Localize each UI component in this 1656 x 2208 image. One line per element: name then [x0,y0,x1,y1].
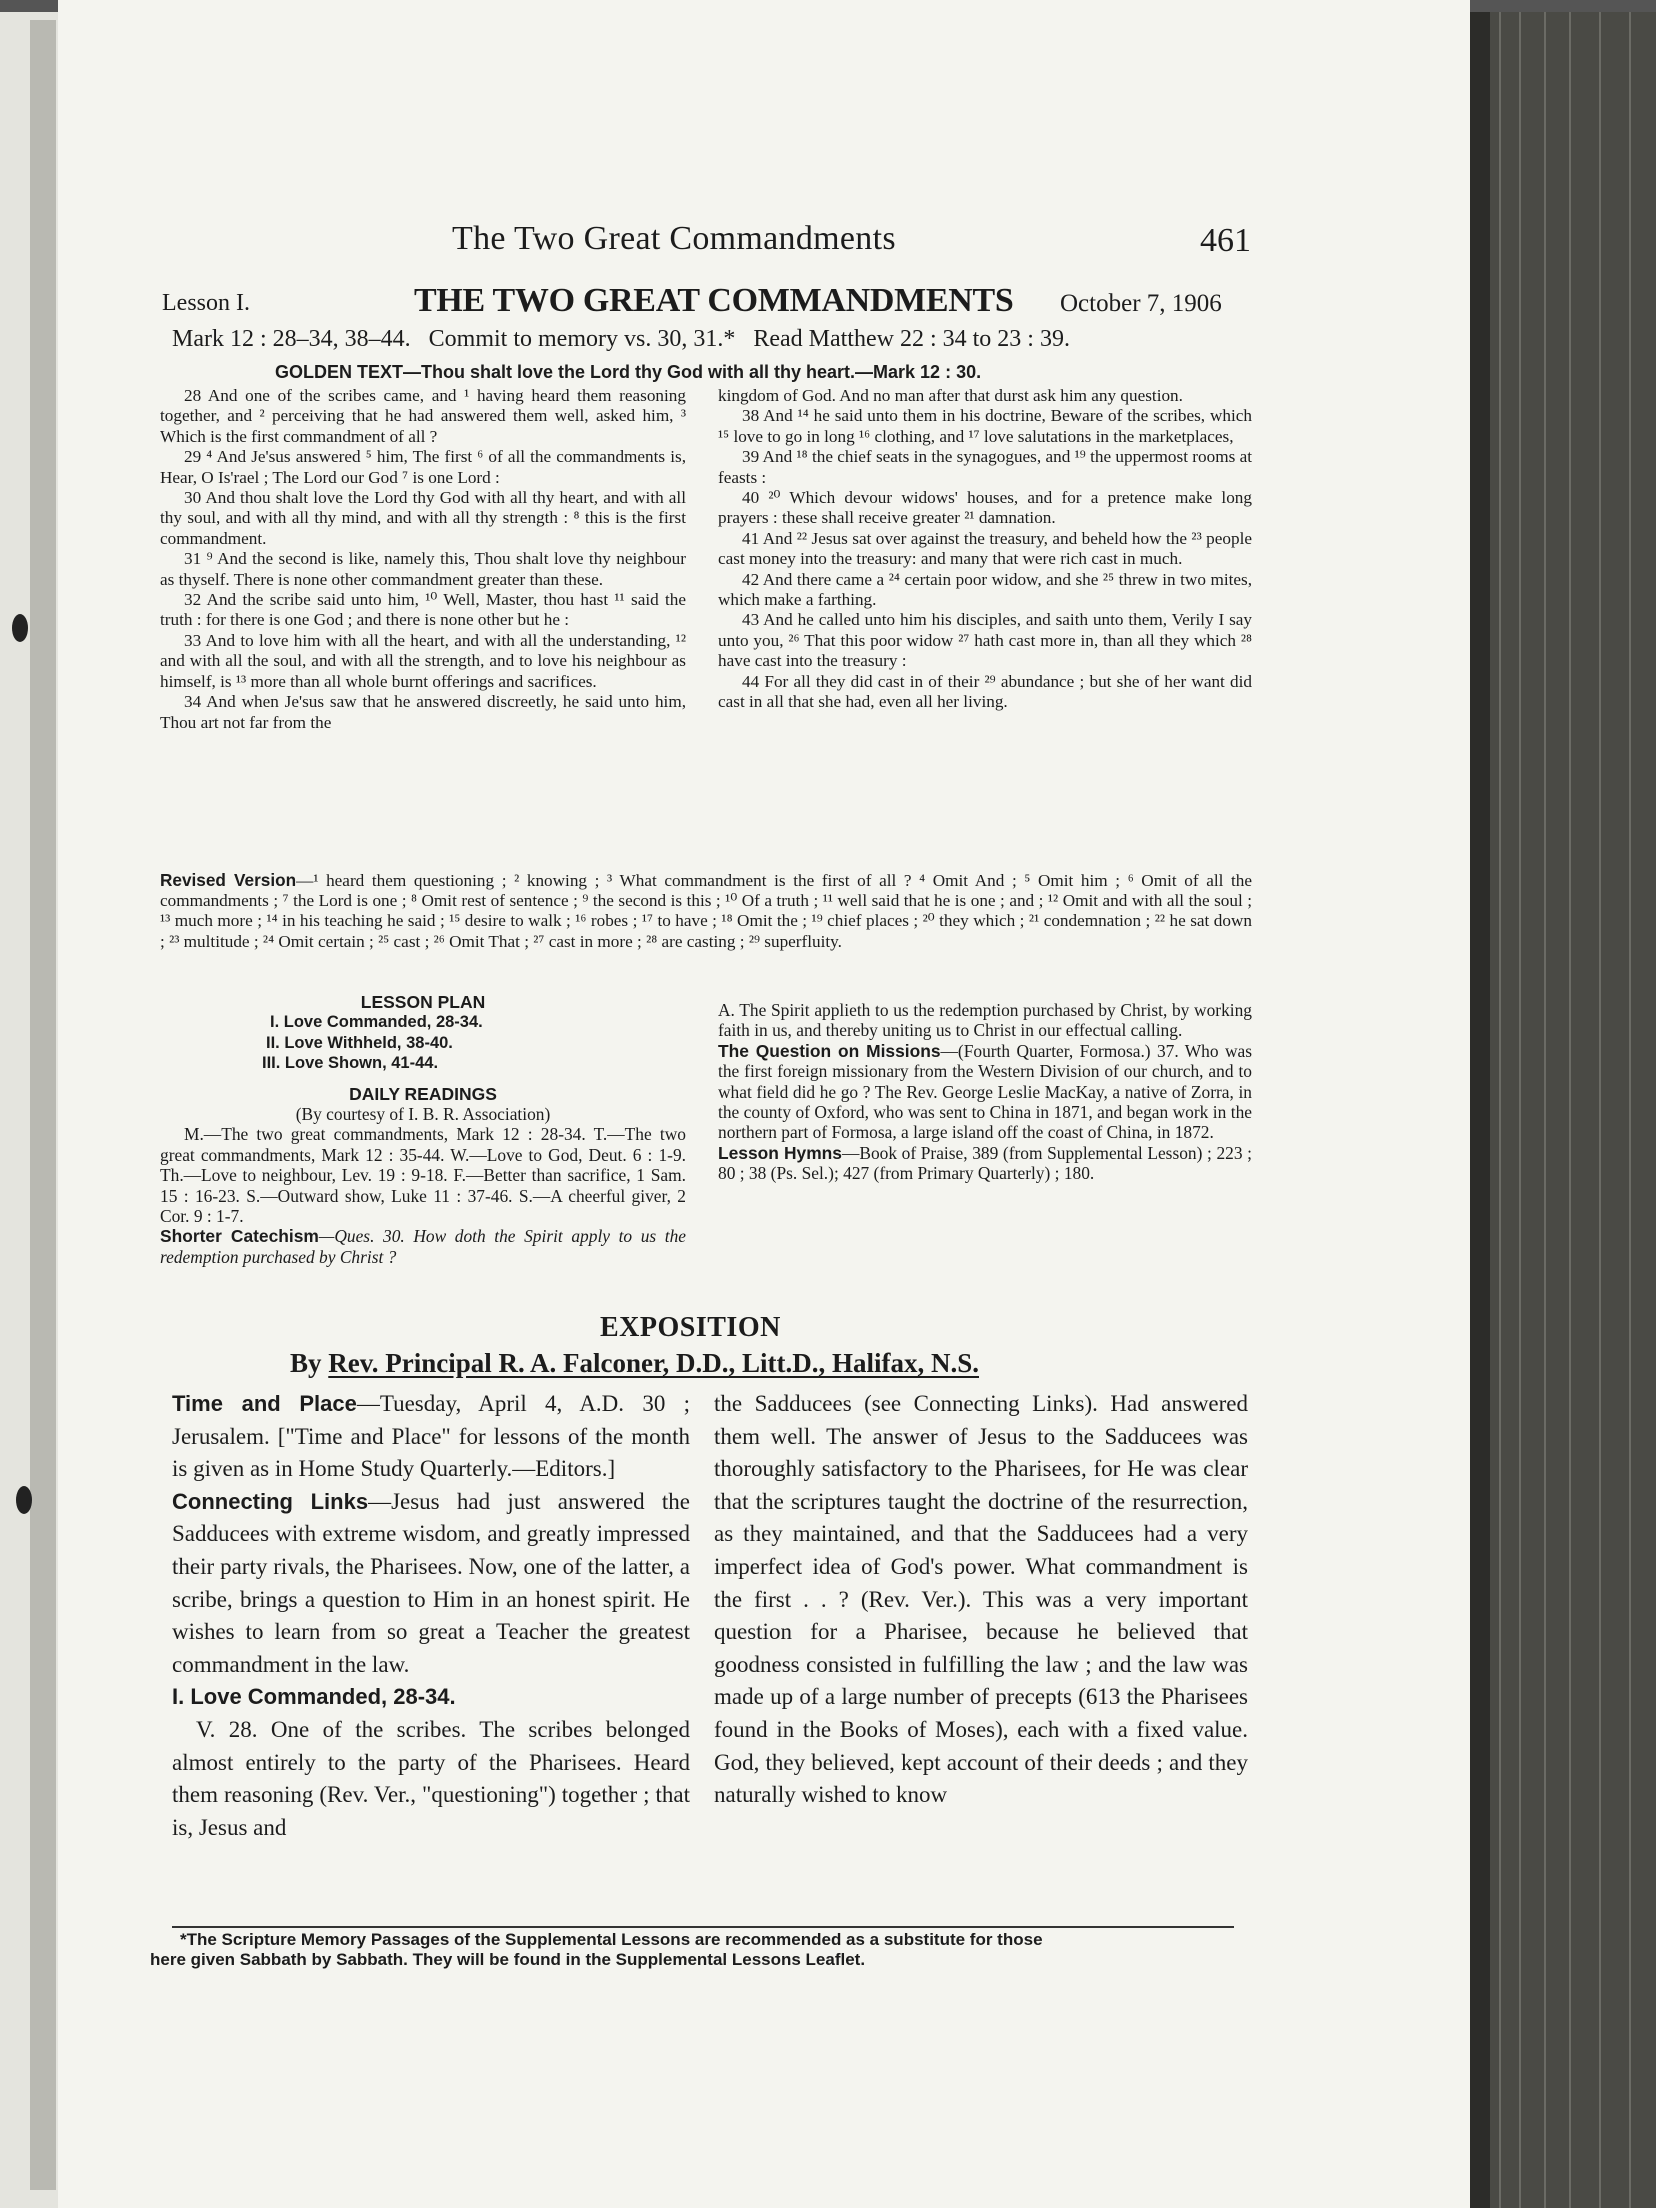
verse: 41 And ²² Jesus sat over against the treasury, and beheld how the ²³ people cast money into the treasury: and many that were rich cast in much. [718,528,1252,569]
hymns-text: —Book of Praise, 389 (from Supplemental Lesson) ; 223 ; 80 ; 38 (Ps. Sel.); 427 (from Primary Quarterly) ; 180. [718,1142,1252,1184]
daily-readings-heading: DAILY READINGS [349,1083,497,1104]
exposition-title: EXPOSITION [600,1312,781,1343]
verse: 31 ⁹ And the second is like, namely this, Thou shalt love thy neighbour as thyself. There is none other commandment greater than these. [160,549,686,589]
exposition-right-column [714,1388,1248,1812]
missions-label: The Question on Missions [718,1040,941,1061]
byline-name: Rev. Principal R. A. Falconer, D.D., Litt.D., Halifax, N.S. [328,1348,979,1378]
lesson-plan-heading: LESSON PLAN [360,992,486,1012]
section-heading: I. Love Commanded, 28-34. [172,1684,456,1710]
daily-readings-courtesy: (By courtesy of I. B. R. Association) [295,1104,551,1125]
footnote-line-2: here given Sabbath by Sabbath. They will be found in the Supplemental Lessons Leaflet. [150,1950,866,1969]
verse: 39 And ¹⁸ the chief seats in the synagogues, and ¹⁹ the uppermost rooms at feasts : [718,447,1252,487]
revised-version-text: —¹ heard them questioning ; ² knowing ; ³ What commandment is the first of all ? ⁴ Omit And ; ⁵ Omit him ; ⁶ Omit of all the commandments ; ⁷ the Lord is one ; ⁸ Omit rest of sentence ; ⁹ the second is this ; ¹⁰ Of a truth ; ¹¹ well said that he is one ; and ; ¹² Omit and with all the soul ; ¹³ much more ; ¹⁴ in his teaching he said ; ¹⁵ desire to walk ; ¹⁶ robes ; ¹⁷ to have ; ¹⁸ Omit the ; ¹⁹ chief places ; ²⁰ they which ; ²¹ condemnation ; ²² he sat down ; ²³ multitude ; ²⁴ Omit certain ; ²⁵ cast ; ²⁶ Omit That ; ²⁷ cast in more ; ²⁸ are casting ; ²⁹ superfluity. [160,871,1252,951]
hymns-label: Lesson Hymns [718,1142,842,1163]
plan-item: III. Love Shown, 41-44. [262,1054,439,1073]
golden-text: GOLDEN TEXT—Thou shalt love the Lord thy God with all thy heart.—Mark 12 : 30. [275,362,982,382]
verse: 42 And there came a ²⁴ certain poor widow, and she ²⁵ threw in two mites, which make a farthing. [718,569,1252,610]
verse-28-commentary: V. 28. One of the scribes. The scribes belonged almost entirely to the party of the Pharisees. Heard them reasoning (Rev. Ver., "questioning") together ; that is, Jesus and [172,1716,690,1840]
exposition-right-text: the Sadducees (see Connecting Links). Had answered them well. The answer of Jesus to the Sadducees was thoroughly satisfactory to the Pharisees, for He was clear that the scriptures taught the doctrine of the resurrection, as they maintained, and that the Sadducees had a very imperfect idea of God's power. What commandment is the first . . ? (Rev. Ver.). This was a very important question for a Pharisee, because he believed that goodness consisted in fulfilling the law ; and the law was made up of a large number of precepts (613 the Pharisees found in the Books of Moses), each with a fixed value. God, they believed, kept account of their deeds ; and they naturally wished to know [714,1391,1248,1808]
missions-text: —(Fourth Quarter, Formosa.) 37. Who was the first foreign missionary from the Western Division of our church, and to what field did he go ? The Rev. George Leslie MacKay, a native of Zorra, in the county of Oxford, who was sent to China in 1871, and began work in the northern part of Formosa, a large island off the coast of China, in 1872. [718,1040,1252,1143]
catechism-question: —Ques. 30. How doth the Spirit apply to us the redemption purchased by Christ ? [160,1226,686,1267]
revised-version-label: Revised Version [160,870,297,890]
footnote [150,1930,1250,1970]
verse: 33 And to love him with all the heart, and with all the understanding, ¹² and with all the soul, and with all the strength, and to love his neighbour as himself, is ¹³ more than all whole burnt offerings and sacrifices. [160,630,686,691]
lesson-label: Lesson I. [162,290,250,316]
reference-line: Mark 12 : 28–34, 38–44. Commit to memory vs. 30, 31.* Read Matthew 22 : 34 to 23 : 39. [172,326,1070,352]
verse: 34 And when Je'sus saw that he answered discreetly, he said unto him, Thou art not far from the [160,692,686,732]
verse: 29 ⁴ And Je'sus answered ⁵ him, The first ⁶ of all the commandments is, Hear, O Is'rael ; The Lord our God ⁷ is one Lord : [160,447,686,487]
time-place-label: Time and Place [172,1391,357,1416]
verse: 30 And thou shalt love the Lord thy God with all thy heart, and with all thy soul, and with all thy mind, and with all thy strength : ⁸ this is the first commandment. [160,488,686,548]
verse: 43 And he called unto him his disciples, and saith unto them, Verily I say unto you, ²⁶ That this poor widow ²⁷ hath cast more in, than all they which ²⁸ have cast into the treasury : [718,610,1252,671]
connecting-links-text: —Jesus had just answered the Sadducees with extreme wisdom, and greatly impressed their party rivals, the Pharisees. Now, one of the latter, a scribe, brings a question to Him in an honest spirit. He wishes to learn from so great a Teacher the greatest commandment in the law. [172,1488,690,1677]
running-title: The Two Great Commandments [452,220,896,257]
verse: 28 And one of the scribes came, and ¹ having heard them reasoning together, and ² perceiving that he had answered them well, asked him, ³ Which is the first commandment of all ? [160,386,686,446]
plan-item: II. Love Withheld, 38-40. [266,1033,453,1052]
scripture-left-column [160,386,686,733]
lesson-date: October 7, 1906 [1060,290,1222,317]
footnote-line-1: *The Scripture Memory Passages of the Supplemental Lessons are recommended as a substitute for those [180,1930,1043,1949]
catechism-missions-section [718,1000,1252,1184]
revised-version-notes [160,870,1252,952]
verse: 38 And ¹⁴ he said unto them in his doctrine, Beware of the scribes, which ¹⁵ love to go in long ¹⁶ clothing, and ¹⁷ love salutations in the marketplaces, [718,406,1252,446]
exposition-left-column [172,1388,690,1844]
daily-readings-text: M.—The two great commandments, Mark 12 : 28-34. T.—The two great commandments, Mark 12 : 35-44. W.—Love to God, Deut. 6 : 1-9. Th.—Love to neighbour, Lev. 19 : 9-18. F.—Better than sacrifice, 1 Sam. 15 : 16-23. S.—Outward show, Luke 11 : 37-46. S.—A cheerful giver, 2 Cor. 9 : 1-7. [160,1124,686,1227]
catechism-label: Shorter Catechism [160,1226,319,1247]
exposition-byline [290,1348,979,1379]
page-number: 461 [1200,222,1251,259]
catechism-answer: A. The Spirit applieth to us the redemption purchased by Christ, by working faith in us, and thereby uniting us to Christ in our effectual calling. [718,1000,1252,1041]
connecting-links-label: Connecting Links [172,1488,369,1514]
footnote-rule [172,1926,1234,1928]
verse: kingdom of God. And no man after that durst ask him any question. [718,386,1183,405]
lesson-plan-section [160,992,686,1267]
time-place-text: —Tuesday, April 4, A.D. 30 ; Jerusalem. ["Time and Place" for lessons of the month is given as in Home Study Quarterly.—Editors.] [172,1391,690,1482]
plan-item: I. Love Commanded, 28-34. [270,1013,483,1032]
scripture-right-column [718,386,1252,713]
verse: 40 ²⁰ Which devour widows' houses, and for a pretence make long prayers : these shall receive greater ²¹ damnation. [718,488,1252,528]
verse: 44 For all they did cast in of their ²⁹ abundance ; but she of her want did cast in all that she had, even all her living. [718,671,1252,712]
lesson-title: THE TWO GREAT COMMANDMENTS [414,282,1014,319]
verse: 32 And the scribe said unto him, ¹⁰ Well, Master, thou hast ¹¹ said the truth : for there is one God ; and there is none other but he : [160,590,686,630]
byline-prefix: By [290,1348,322,1378]
